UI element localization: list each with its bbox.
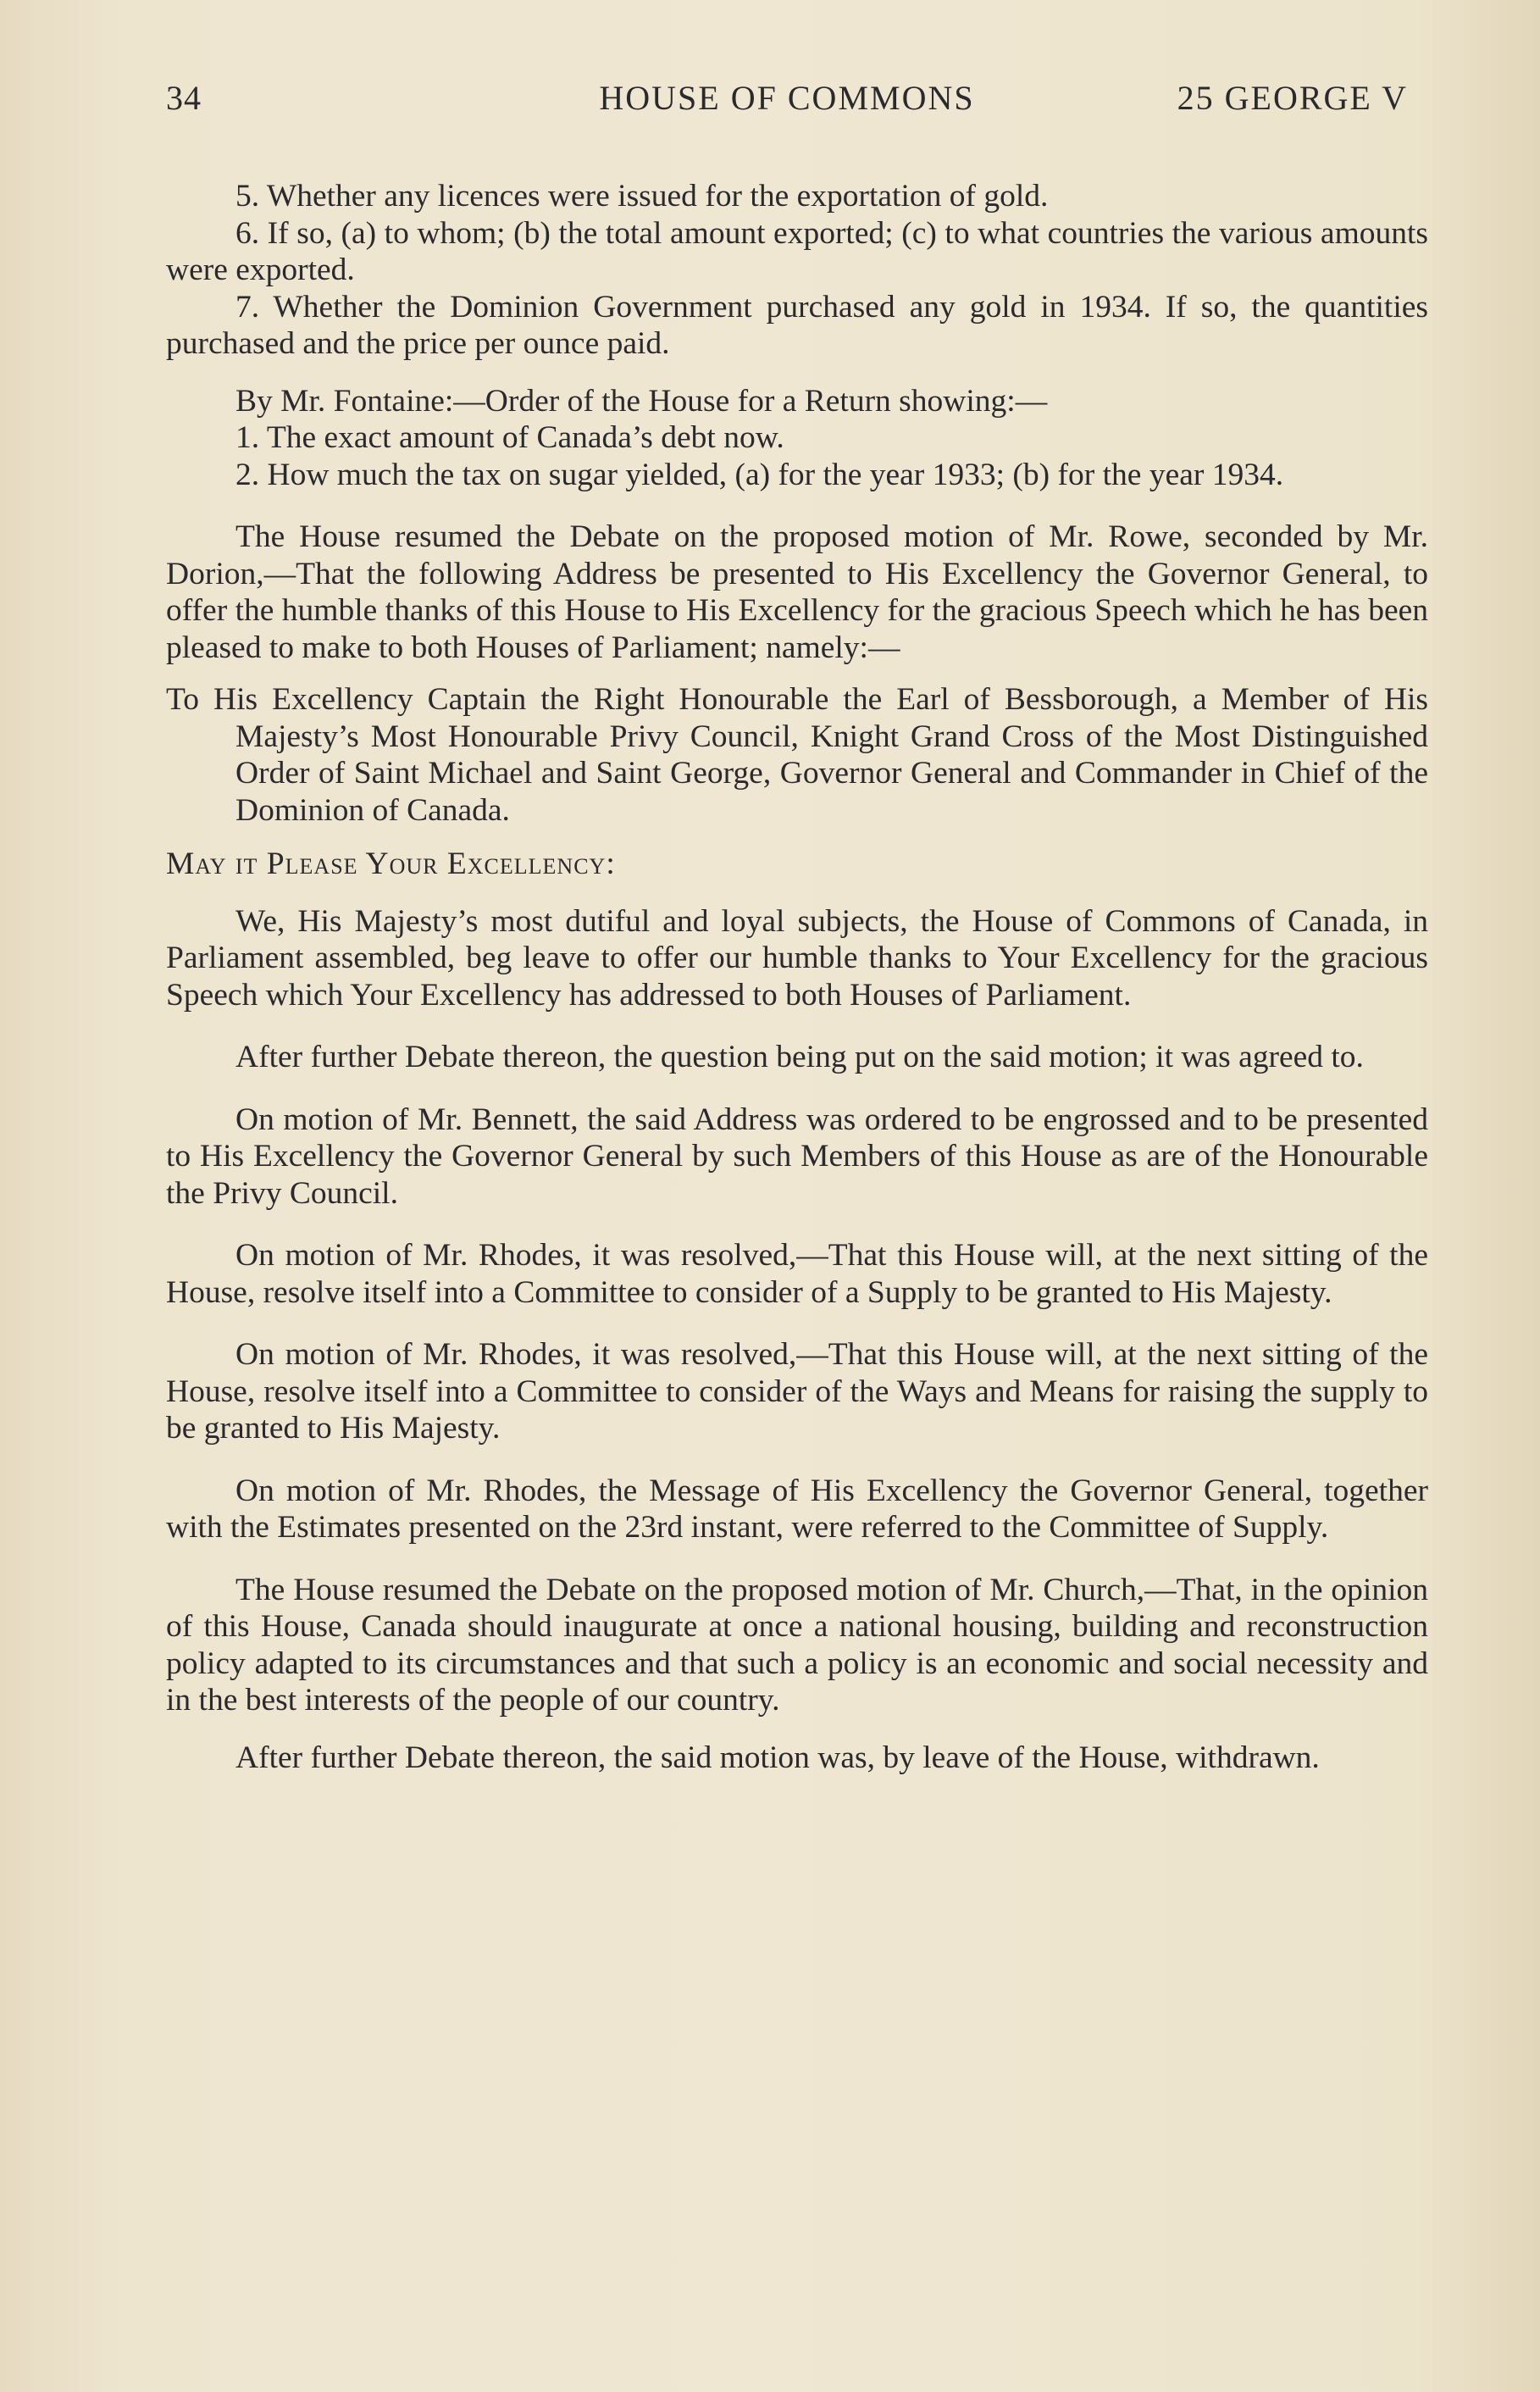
- paragraph-agreed: After further Debate thereon, the question being put on the said motion; it was agreed to.: [235, 1040, 1364, 1074]
- regnal-year: 25 GEORGE V: [1177, 79, 1408, 117]
- paragraph-engrossed: On motion of Mr. Bennett, the said Address was ordered to be engrossed and to be presented to His Excellency the Governor General by such Members of this House as are of the Honourable the Privy Council.: [166, 1102, 1428, 1211]
- paragraph-estimates: On motion of Mr. Rhodes, the Message of His Excellency the Governor General, together with the Estimates presented on the 23rd instant, were referred to the Committee of Supply.: [166, 1473, 1428, 1545]
- paragraph-withdrawn: After further Debate thereon, the said motion was, by leave of the House, withdrawn.: [235, 1740, 1320, 1775]
- address-salutation: To His Excellency Captain the Right Honourable the Earl of Bessborough, a Member of His Majesty’s Most Honourable Privy Council, Knight Grand Cross of the Most Distinguished Order of Saint Michael and Saint George, Governor General and Commander in Chief of the Dominion of Canada.: [166, 682, 1428, 828]
- paragraph-ways-and-means: On motion of Mr. Rhodes, it was resolved,—That this House will, at the next sitting of the House, resolve itself into a Committee to consider of the Ways and Means for raising the supply to be granted to His Majesty.: [166, 1337, 1428, 1446]
- paragraph-supply: On motion of Mr. Rhodes, it was resolved,—That this House will, at the next sitting of the House, resolve itself into a Committee to consider of a Supply to be granted to His Majesty.: [166, 1238, 1428, 1310]
- numbered-item-5: 5. Whether any licences were issued for the exportation of gold.: [235, 179, 1049, 214]
- address-opening: May it Please Your Excellency:: [166, 846, 616, 881]
- numbered-item-2: 2. How much the tax on sugar yielded, (a) for the year 1933; (b) for the year 1934.: [235, 457, 1284, 492]
- numbered-item-7: 7. Whether the Dominion Government purchased any gold in 1934. If so, the quantities purchased and the price per ounce paid.: [166, 289, 1428, 361]
- page-number: 34: [166, 79, 202, 117]
- numbered-item-1: 1. The exact amount of Canada’s debt now.: [235, 420, 784, 455]
- numbered-item-6: 6. If so, (a) to whom; (b) the total amount exported; (c) to what countries the various amounts were exported.: [166, 215, 1428, 287]
- paragraph-debate-address: The House resumed the Debate on the proposed motion of Mr. Rowe, seconded by Mr. Dorion,—That the following Address be presented to His Excellency the Governor General, to offer the humble thanks of this House to His Excellency for the gracious Speech which he has been pleased to make to both Houses of Parliament; namely:—: [166, 519, 1428, 665]
- order-for-return: By Mr. Fontaine:—Order of the House for a Return showing:—: [235, 383, 1048, 419]
- page-header: [166, 78, 1408, 129]
- paragraph-housing-motion: The House resumed the Debate on the proposed motion of Mr. Church,—That, in the opinion of this House, Canada should inaugurate at once a national housing, building and reconstruction policy adapted to its circumstances and that such a policy is an economic and social necessity and in the best interests of the people of our country.: [166, 1572, 1428, 1718]
- page-body: [166, 178, 1428, 1776]
- running-title: HOUSE OF COMMONS: [599, 79, 975, 117]
- address-body: We, His Majesty’s most dutiful and loyal subjects, the House of Commons of Canada, in Parliament assembled, beg leave to offer our humble thanks to Your Excellency for the gracious Speech which Your Excellency has addressed to both Houses of Parliament.: [166, 903, 1428, 1013]
